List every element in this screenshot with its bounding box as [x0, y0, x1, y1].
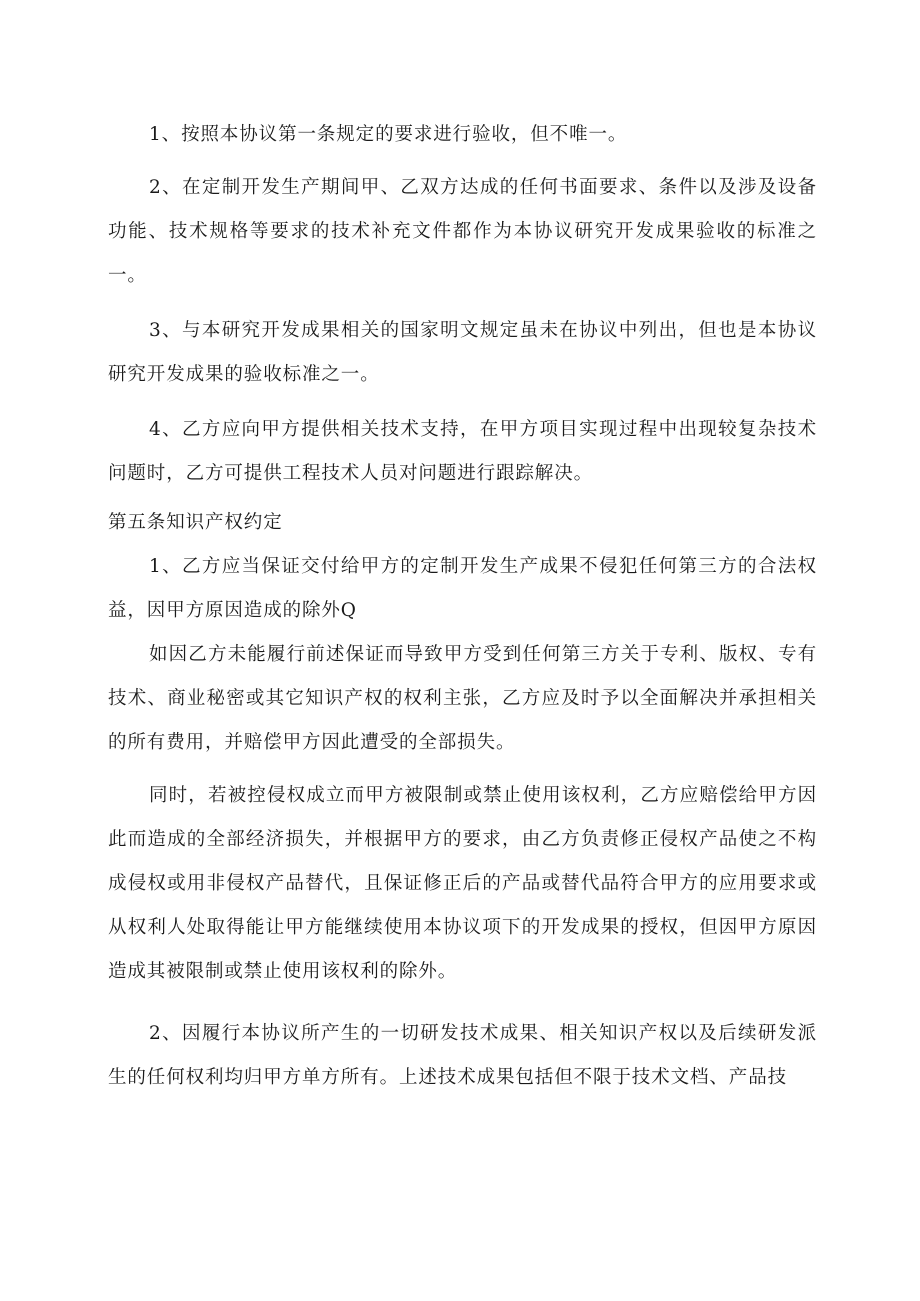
paragraph-ip-claims: 如因乙方未能履行前述保证而导致甲方受到任何第三方关于专利、版权、专有技术、商业秘密或其它知识产权的权利主张，乙方应及时予以全面解决并承担相关的所有费用，并赔偿甲方因此遭受的全部损失。	[108, 644, 817, 753]
paragraph-acceptance-1: 1、按照本协议第一条规定的要求进行验收，但不唯一。	[149, 124, 628, 145]
paragraph-ip-2: 2、因履行本协议所产生的一切研发技术成果、相关知识产权以及后续研发派生的任何权利均归甲方单方所有。上述技术成果包括但不限于技术文档、产品技	[108, 1023, 817, 1088]
paragraph-acceptance-2: 2、在定制开发生产期间甲、乙双方达成的任何书面要求、条件以及涉及设备功能、技术规格等要求的技术补充文件都作为本协议研究开发成果验收的标准之一。	[108, 177, 817, 286]
paragraph-ip-infringement: 同时，若被控侵权成立而甲方被限制或禁止使用该权利，乙方应赔偿给甲方因此而造成的全部经济损失，并根据甲方的要求，由乙方负责修正侵权产品使之不构成侵权或用非侵权产品替代，且保证修正后的产品或替代品符合甲方的应用要求或从权利人处取得能让甲方能继续使用本协议项下的开发成果的授权，但因甲方原因造成其被限制或禁止使用该权利的除外。	[108, 785, 817, 982]
paragraph-ip-1: 1、乙方应当保证交付给甲方的定制开发生产成果不侵犯任何第三方的合法权益，因甲方原因造成的除外Q	[108, 556, 817, 621]
paragraph-acceptance-4: 4、乙方应向甲方提供相关技术支持，在甲方项目实现过程中出现较复杂技术问题时，乙方可提供工程技术人员对问题进行跟踪解决。	[108, 419, 817, 484]
paragraph-acceptance-3: 3、与本研究开发成果相关的国家明文规定虽未在协议中列出，但也是本协议研究开发成果的验收标准之一。	[108, 320, 817, 385]
document-body	[108, 113, 817, 1100]
section-heading: 第五条知识产权约定	[108, 512, 283, 533]
